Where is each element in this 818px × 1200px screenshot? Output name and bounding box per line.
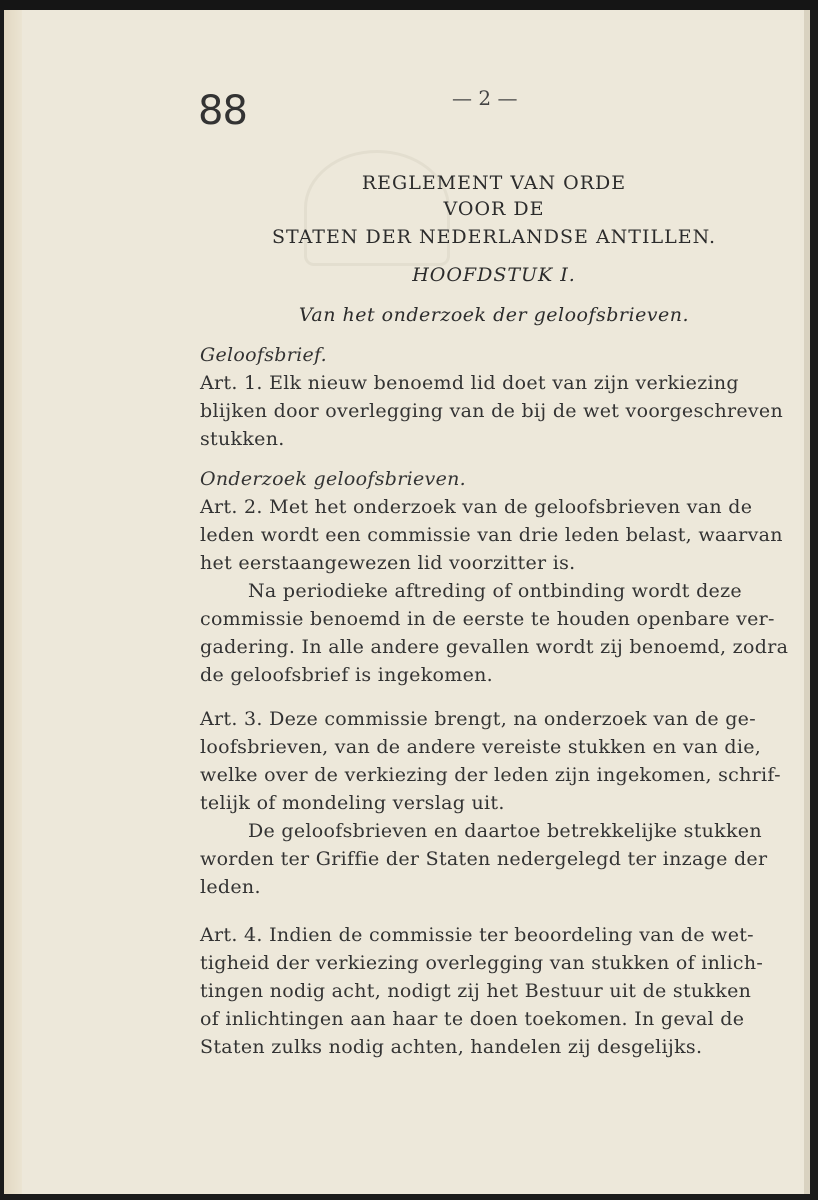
- text-line: Staten zulks nodig achten, handelen zij desgelijks.: [200, 1036, 703, 1058]
- page-right-edge: [804, 10, 810, 1194]
- title-line-3: STATEN DER NEDERLANDSE ANTILLEN.: [271, 226, 717, 248]
- margin-heading: Geloofsbrief.: [200, 344, 328, 366]
- page-number: 88: [198, 88, 247, 134]
- text-line: welke over de verkiezing der leden zijn ingekomen, schrif-: [200, 764, 781, 786]
- article-line: Art. 4. Indien de commissie ter beoordeling van de wet-: [200, 924, 754, 946]
- article-line: Art. 2. Met het onderzoek van de geloofsbrieven van de: [200, 496, 753, 518]
- text-line: het eerstaangewezen lid voorzitter is.: [200, 552, 576, 574]
- text-line: of inlichtingen aan haar te doen toekomen. In geval de: [200, 1008, 745, 1030]
- text-line: stukken.: [200, 428, 285, 450]
- chapter-heading: HOOFDSTUK I.: [412, 264, 576, 286]
- chapter-subtitle: Van het onderzoek der geloofsbrieven.: [298, 304, 690, 326]
- folio-number: — 2 —: [452, 86, 518, 110]
- document-page: [4, 10, 810, 1194]
- text-line: Na periodieke aftreding of ontbinding wordt deze: [248, 580, 742, 602]
- text-line: de geloofsbrief is ingekomen.: [200, 664, 494, 686]
- margin-heading: Onderzoek geloofsbrieven.: [200, 468, 467, 490]
- text-line: telijk of mondeling verslag uit.: [200, 792, 505, 814]
- page-binding-edge: [4, 10, 22, 1194]
- article-line: Art. 3. Deze commissie brengt, na onderzoek van de ge-: [200, 708, 756, 730]
- text-line: leden.: [200, 876, 261, 898]
- title-line-1: REGLEMENT VAN ORDE: [361, 172, 627, 194]
- text-line: tingen nodig acht, nodigt zij het Bestuur uit de stukken: [200, 980, 752, 1002]
- scan-top-border: [0, 0, 818, 10]
- text-line: gadering. In alle andere gevallen wordt zij benoemd, zodra: [200, 636, 789, 658]
- article-line: Art. 1. Elk nieuw benoemd lid doet van zijn verkiezing: [200, 372, 739, 394]
- text-line: tigheid der verkiezing overlegging van stukken of inlich-: [200, 952, 764, 974]
- text-line: blijken door overlegging van de bij de wet voorgeschreven: [200, 400, 784, 422]
- text-line: De geloofsbrieven en daartoe betrekkelijke stukken: [248, 820, 762, 842]
- text-line: loofsbrieven, van de andere vereiste stukken en van die,: [200, 736, 762, 758]
- title-line-2: VOOR DE: [443, 198, 545, 220]
- text-line: commissie benoemd in de eerste te houden openbare ver-: [200, 608, 775, 630]
- text-line: leden wordt een commissie van drie leden belast, waarvan: [200, 524, 783, 546]
- text-line: worden ter Griffie der Staten nedergelegd ter inzage der: [200, 848, 768, 870]
